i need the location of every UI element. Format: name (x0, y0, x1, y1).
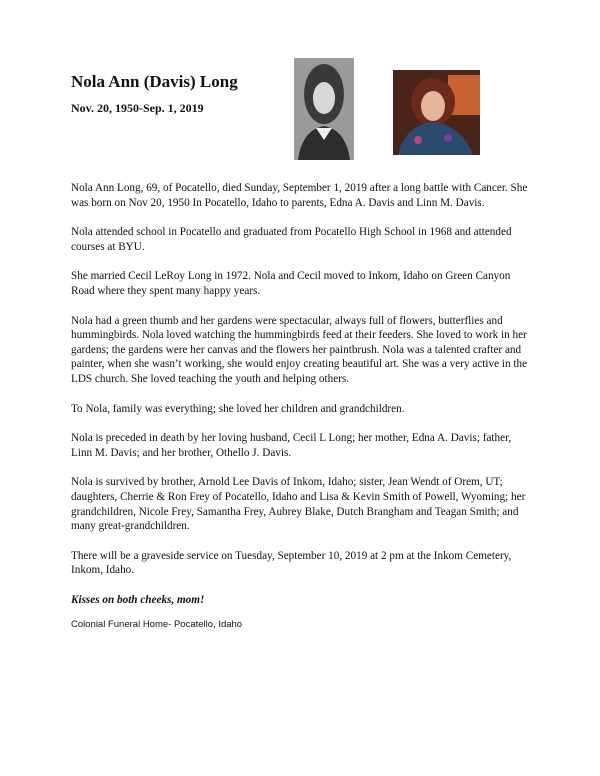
paragraph-family: To Nola, family was everything; she loved her children and grandchildren. (71, 402, 405, 415)
portrait-photo-young (294, 58, 354, 160)
paragraph-preceded: Nola is preceded in death by her loving husband, Cecil L Long; her mother, Edna A. Davis; father, Linn M. Davis; and her brother, Othello J. Davis. (71, 432, 512, 459)
obituary-name: Nola Ann (Davis) Long (71, 72, 238, 91)
obituary-body (71, 181, 531, 648)
paragraph-service: There will be a graveside service on Tuesday, September 10, 2019 at 2 pm at the Inkom Cemetery, Inkom, Idaho. (71, 549, 512, 577)
life-dates: Nov. 20, 1950-Sep. 1, 2019 (71, 101, 204, 115)
paragraph-hobbies: Nola had a green thumb and her gardens were spectacular, always full of flowers, butterflies and hummingbirds. Nola loved watching the hummingbirds feed at their feeders. She loved to work in her gardens; the gardens were her canvas and the flowers her paintbrush. Nola was a talented crafter and painter, when she wasn’t working, she would enjoy creating beautiful art. She was a very active in the LDS church. She loved teaching the youth and helping others. (71, 314, 528, 385)
closing-line: Kisses on both cheeks, mom! (71, 593, 205, 606)
paragraph-marriage: She married Cecil LeRoy Long in 1972. Nola and Cecil moved to Inkom, Idaho on Green Canyon Road where they spent many happy years. (71, 270, 511, 297)
paragraph-intro: Nola Ann Long, 69, of Pocatello, died Sunday, September 1, 2019 after a long battle with Cancer. She was born on Nov 20, 1950 In Pocatello, Idaho to parents, Edna A. Davis and Linn M. Davis. (71, 182, 528, 209)
portrait-photo-adult (393, 70, 480, 155)
funeral-home: Colonial Funeral Home- Pocatello, Idaho (71, 619, 243, 631)
paragraph-survived: Nola is survived by brother, Arnold Lee Davis of Inkom, Idaho; sister, Jean Wendt of Orem, UT; daughters, Cherrie & Ron Frey of Pocatello, Idaho and Lisa & Kevin Smith of Powell, Wyoming; her grandchildren, Nicole Frey, Samantha Frey, Aubrey Blake, Dutch Brangham and Teagan Smith; and many great-grandchildren. (71, 476, 526, 533)
paragraph-education: Nola attended school in Pocatello and graduated from Pocatello High School in 1968 and attended courses at BYU. (71, 226, 512, 253)
